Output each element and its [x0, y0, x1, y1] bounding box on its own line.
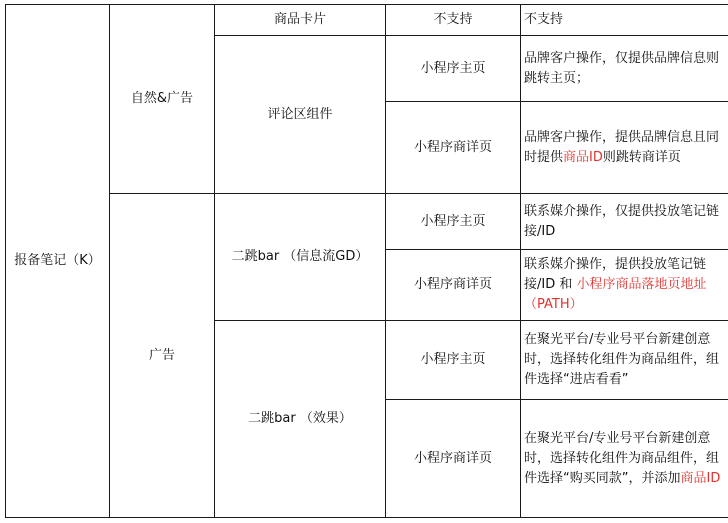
desc-text: 品牌客户操作，提供品牌信息且同时提供 — [524, 129, 720, 165]
header-col4: 不支持 — [386, 5, 521, 36]
header-col3: 商品卡片 — [215, 5, 386, 36]
desc-cell — [521, 400, 728, 518]
page-cell: 小程序主页 — [386, 194, 521, 250]
component-bar-effect: 二跳bar （效果） — [215, 321, 386, 518]
page-cell: 小程序主页 — [386, 321, 521, 400]
category-natural-ad: 自然&广告 — [110, 5, 215, 194]
group-cell: 报备笔记（K） — [6, 5, 110, 518]
spec-table — [5, 4, 728, 518]
desc-cell: 联系媒介操作，仅提供投放笔记链接/ID — [521, 194, 728, 250]
table-row — [6, 194, 728, 250]
component-comment-area: 评论区组件 — [215, 36, 386, 194]
component-bar-gd: 二跳bar （信息流GD） — [215, 194, 386, 321]
page-cell: 小程序商详页 — [386, 400, 521, 518]
desc-cell — [521, 250, 728, 321]
highlight-product-id: 商品ID — [680, 470, 721, 486]
desc-cell: 在聚光平台/专业号平台新建创意时，选择转化组件为商品组件，组件选择“进店看看” — [521, 321, 728, 400]
page-cell: 小程序主页 — [386, 36, 521, 102]
header-row — [6, 5, 728, 36]
desc-cell — [521, 102, 728, 194]
highlight-path: 小程序商品落地页地址（PATH） — [524, 277, 707, 312]
header-col5: 不支持 — [521, 5, 728, 36]
page-cell: 小程序商详页 — [386, 250, 521, 321]
desc-cell: 品牌客户操作，仅提供品牌信息则跳转主页； — [521, 36, 728, 102]
desc-text: 则跳转商详页 — [602, 149, 681, 165]
page-cell: 小程序商详页 — [386, 102, 521, 194]
highlight-product-id: 商品ID — [563, 149, 603, 165]
desc-text: 联系媒介操作，提供投放笔记链接/ID 和 — [524, 257, 707, 292]
desc-text: 在聚光平台/专业号平台新建创意时，选择转化组件为商品组件，组件选择“购买同款”，并添加 — [524, 430, 720, 486]
category-ad: 广告 — [110, 194, 215, 518]
